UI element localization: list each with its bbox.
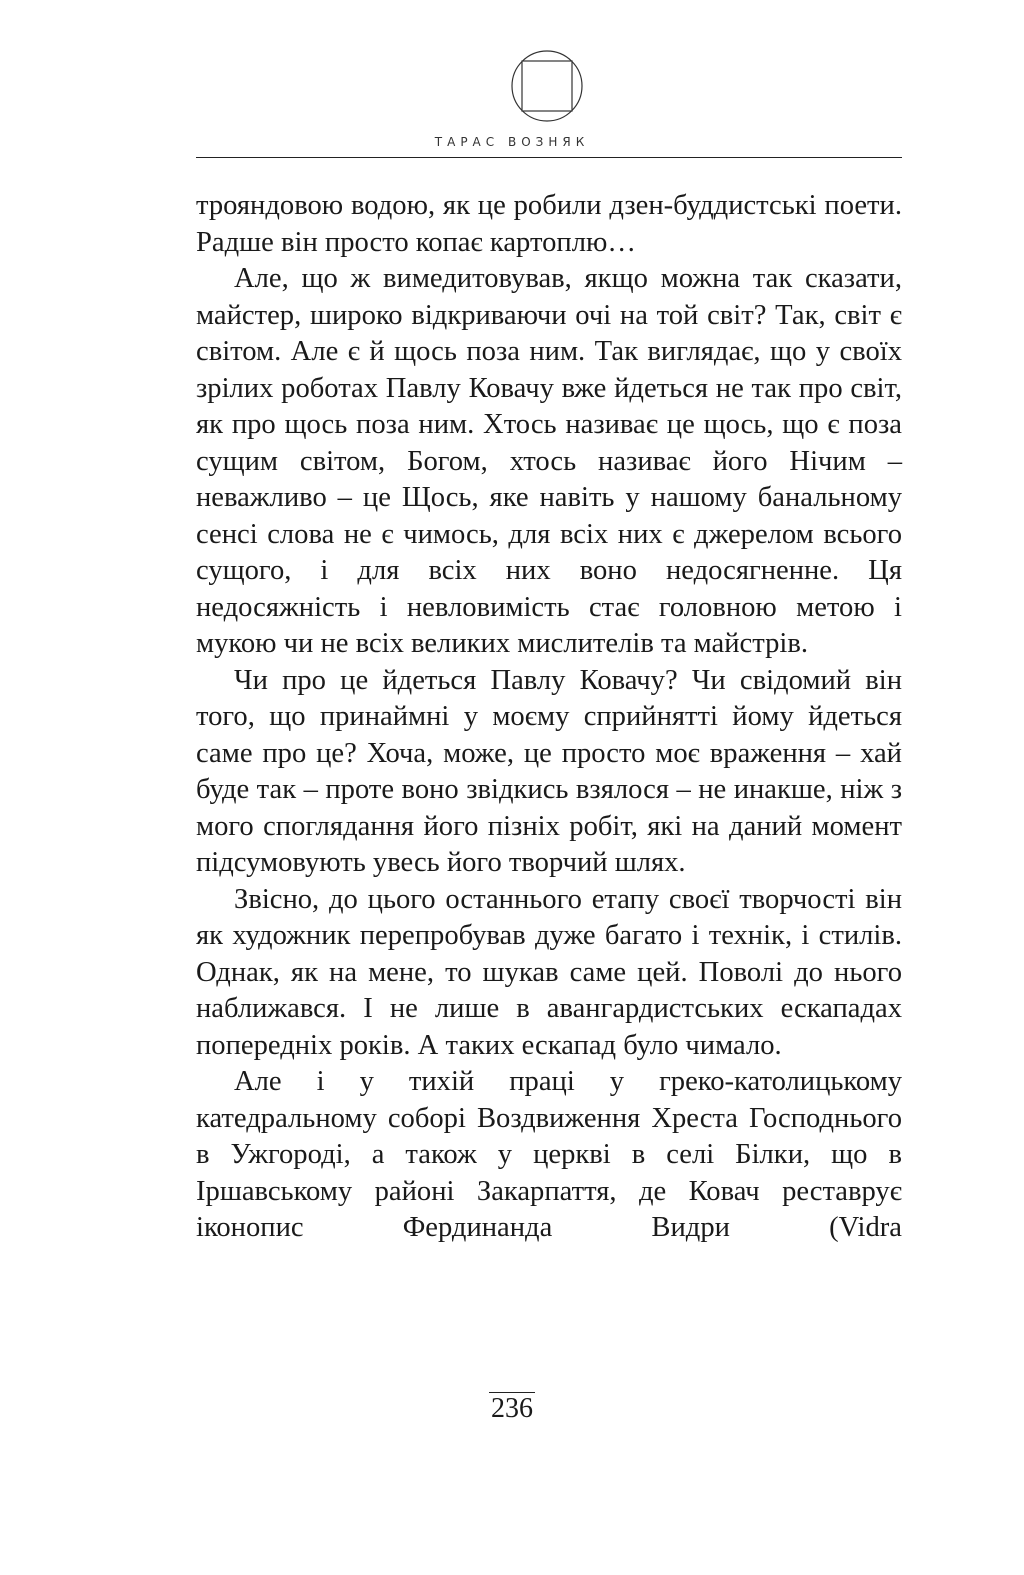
page-body	[196, 188, 902, 1247]
running-header-author: ТАРАС ВОЗНЯК	[434, 135, 590, 149]
publisher-logo-icon	[510, 49, 584, 123]
header-divider	[196, 157, 902, 158]
paragraph: Але, що ж вимедитовував, якщо можна так сказати, майстер, широко відкриваючи очі на той світ? Так, світ є світом. Але є й щось поза ним. Так виглядає, що у своїх зрілих роботах Павлу Ковачу вже йдеться не так про світ, як про щось поза ним. Хтось називає це щось, що є поза сущим світом, Богом, хтось називає його Нічим – неважливо – це Щось, яке навіть у нашому банальному сенсі слова не є чимось, для всіх них є джерелом всього сущого, і для всіх них воно недосягненне. Ця недосяжність і невловимість стає головною метою і мукою чи не всіх великих мислителів та майстрів.	[196, 263, 902, 659]
page-number	[0, 1392, 1024, 1425]
paragraph: Звісно, до цього останнього етапу своєї творчості він як художник перепробував дуже багато і технік, і стилів. Однак, як на мене, то шукав саме цей. Поволі до нього наближався. І не лише в авангардистських ескападах попередніх років. А таких ескапад було чимало.	[196, 883, 902, 1061]
page-number-text: 236	[491, 1393, 533, 1424]
paragraph: трояндовою водою, як це робили дзен-буддистські поети. Радше він просто копає картоплю…	[196, 190, 902, 258]
paragraph: Але і у тихій праці у греко-католицькому катедральному соборі Воздвиження Хреста Господнього в Ужгороді, а також у церкві в селі Білки, що в Іршавському районі Закарпаття, де Ковач реставрує іконопис Фердинанда Видри (Vidra	[196, 1066, 902, 1243]
paragraph: Чи про це йдеться Павлу Ковачу? Чи свідомий він того, що принаймні у моєму сприйнятті йому йдеться саме про це? Хоча, може, це просто моє враження – хай буде так – проте воно звідкись взялося – не инакше, ніж з мого споглядання його пізніх робіт, які на даний момент підсумовують увесь його творчий шлях.	[196, 664, 902, 878]
